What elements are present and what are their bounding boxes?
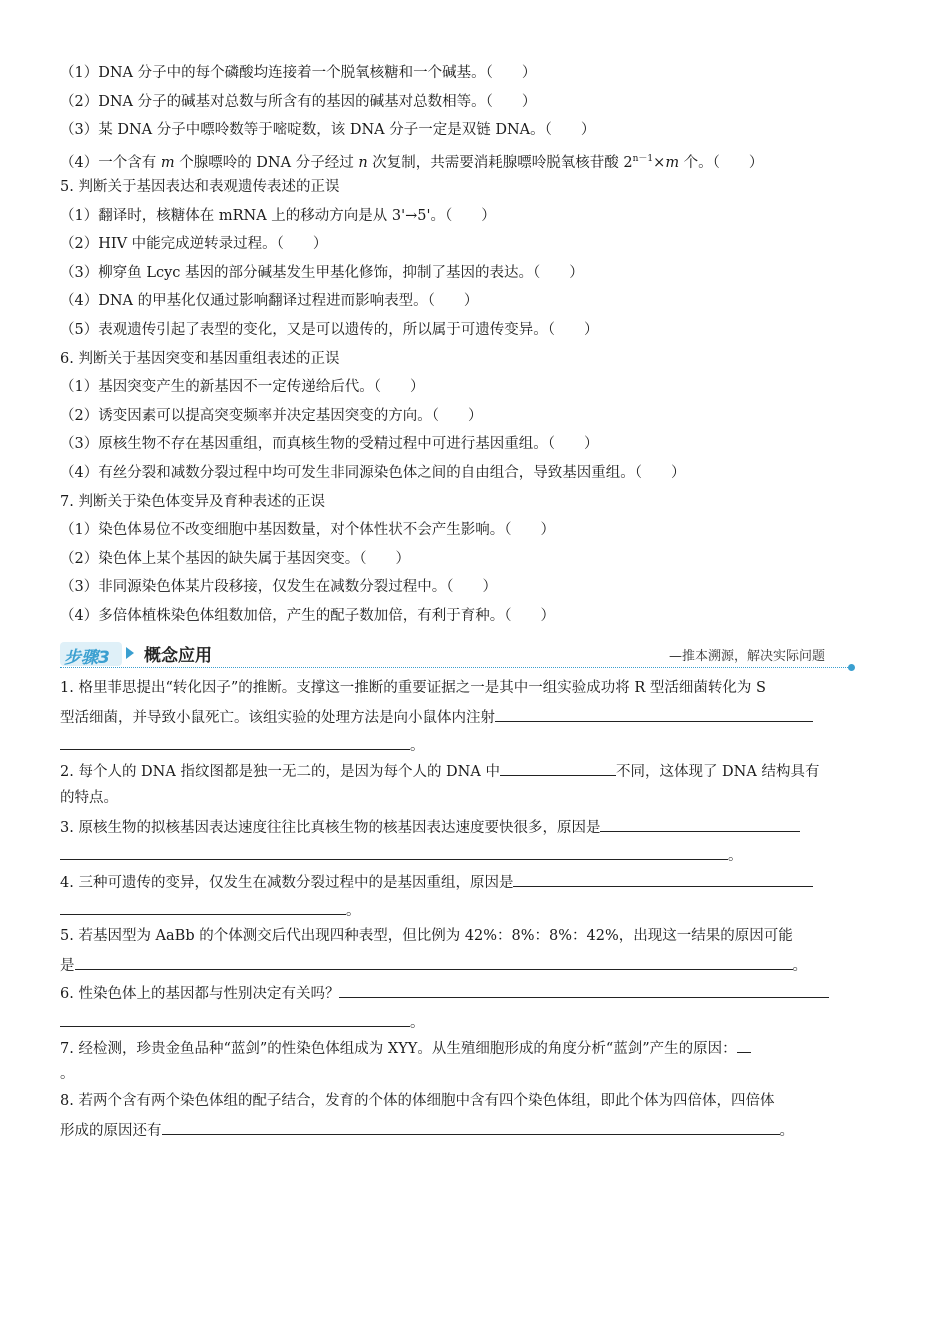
q2-line1: 2. 每个人的 DNA 指纹图都是独一无二的，是因为每个人的 DNA 中 不同，这体现了 DNA 结构具有 bbox=[60, 760, 819, 782]
answer-blank[interactable] bbox=[600, 816, 800, 832]
q1-line1: 1. 格里菲思提出“转化因子”的推断。支撑这一推断的重要证据之一是其中一组实验成功将 R 型活细菌转化为 S bbox=[60, 680, 766, 696]
s6-heading: 6. 判断关于基因突变和基因重组表述的正误 bbox=[60, 351, 340, 367]
q4-line1: 4. 三种可遗传的变异，仅发生在减数分裂过程中的是基因重组，原因是 bbox=[60, 871, 813, 893]
s5-item-3: （3）柳穿鱼 Lcyc 基因的部分碱基发生甲基化修饰，抑制了基因的表达。（ ） bbox=[60, 265, 584, 281]
s7-item-2: （2）染色体上某个基因的缺失属于基因突变。（ ） bbox=[60, 551, 410, 567]
step-badge bbox=[60, 642, 122, 666]
s5-heading: 5. 判断关于基因表达和表观遗传表述的正误 bbox=[60, 179, 340, 195]
q1-line2: 型活细菌，并导致小鼠死亡。该组实验的处理方法是向小鼠体内注射 bbox=[60, 706, 813, 728]
step-title: 概念应用 bbox=[144, 646, 212, 666]
s6-item-1: （1）基因突变产生的新基因不一定传递给后代。（ ） bbox=[60, 379, 425, 395]
q8-line2: 形成的原因还有 。 bbox=[60, 1119, 794, 1141]
q3-line2: 。 bbox=[60, 844, 743, 866]
q5-line2: 是 。 bbox=[60, 954, 807, 976]
step-divider bbox=[60, 667, 850, 668]
s5-item-4: （4）DNA 的甲基化仅通过影响翻译过程进而影响表型。（ ） bbox=[60, 293, 479, 309]
s7-item-1: （1）染色体易位不改变细胞中基因数量，对个体性状不会产生影响。（ ） bbox=[60, 522, 555, 538]
s6-item-3: （3）原核生物不存在基因重组，而真核生物的受精过程中可进行基因重组。（ ） bbox=[60, 436, 599, 452]
s6-item-2: （2）诱变因素可以提高突变频率并决定基因突变的方向。（ ） bbox=[60, 408, 483, 424]
s7-heading: 7. 判断关于染色体变异及育种表述的正误 bbox=[60, 494, 325, 510]
q4-line2: 。 bbox=[60, 899, 361, 921]
q7-line1: 7. 经检测，珍贵金鱼品种“蓝剑”的性染色体组成为 XYY。从生殖细胞形成的角度分析“蓝剑”产生的原因： bbox=[60, 1037, 751, 1059]
s4-item-1: （1）DNA 分子中的每个磷酸均连接着一个脱氧核糖和一个碱基。（ ） bbox=[60, 65, 537, 81]
answer-blank[interactable] bbox=[60, 1011, 410, 1027]
s5-item-1: （1）翻译时，核糖体在 mRNA 上的移动方向是从 3'→5'。（ ） bbox=[60, 208, 496, 224]
step-badge-label: 步骤3 bbox=[64, 648, 110, 668]
q1-line3: 。 bbox=[60, 734, 425, 756]
q6-line2: 。 bbox=[60, 1011, 425, 1033]
q8-line1: 8. 若两个含有两个染色体组的配子结合，发育的个体的体细胞中含有四个染色体组，即此个体为四倍体，四倍体 bbox=[60, 1093, 775, 1109]
answer-blank[interactable] bbox=[162, 1119, 780, 1135]
s4-item-3: （3）某 DNA 分子中嘌呤数等于嘧啶数，该 DNA 分子一定是双链 DNA。（ ） bbox=[60, 122, 596, 138]
play-arrow-icon bbox=[126, 647, 134, 659]
s6-item-4: （4）有丝分裂和减数分裂过程中均可发生非同源染色体之间的自由组合，导致基因重组。（ ） bbox=[60, 465, 686, 481]
answer-blank[interactable] bbox=[60, 844, 728, 860]
answer-blank[interactable] bbox=[75, 954, 793, 970]
q6-line1: 6. 性染色体上的基因都与性别决定有关吗？ bbox=[60, 982, 829, 1004]
answer-blank[interactable] bbox=[60, 899, 346, 915]
answer-blank[interactable] bbox=[495, 706, 813, 722]
q2-line2: 的特点。 bbox=[60, 790, 118, 806]
s4-item-4: （4）一个含有 m 个腺嘌呤的 DNA 分子经过 n 次复制，共需要消耗腺嘌呤脱氧核苷酸 $2^{n-1}\times m$ 个。（ ） bbox=[60, 154, 764, 171]
step-divider-dot bbox=[848, 664, 855, 671]
answer-blank[interactable] bbox=[513, 871, 813, 887]
s4-item-2: （2）DNA 分子的碱基对总数与所含有的基因的碱基对总数相等。（ ） bbox=[60, 94, 537, 110]
step3-header bbox=[60, 640, 855, 670]
s7-item-4: （4）多倍体植株染色体组数加倍，产生的配子数加倍，有利于育种。（ ） bbox=[60, 608, 555, 624]
step-subtitle: —推本溯源，解决实际问题 bbox=[668, 649, 825, 664]
q3-line1: 3. 原核生物的拟核基因表达速度往往比真核生物的核基因表达速度要快很多，原因是 bbox=[60, 816, 800, 838]
q5-line1: 5. 若基因型为 AaBb 的个体测交后代出现四种表型，但比例为 42%：8%：8%：42%，出现这一结果的原因可能 bbox=[60, 928, 793, 944]
answer-blank[interactable] bbox=[60, 734, 410, 750]
s5-item-2: （2）HIV 中能完成逆转录过程。（ ） bbox=[60, 236, 328, 252]
s7-item-3: （3）非同源染色体某片段移接，仅发生在减数分裂过程中。（ ） bbox=[60, 579, 497, 595]
answer-blank[interactable] bbox=[500, 760, 616, 776]
s5-item-5: （5）表观遗传引起了表型的变化，又是可以遗传的，所以属于可遗传变异。（ ） bbox=[60, 322, 599, 338]
q7-line2: 。 bbox=[60, 1066, 75, 1082]
answer-blank[interactable] bbox=[339, 982, 829, 998]
answer-blank[interactable] bbox=[737, 1037, 751, 1053]
